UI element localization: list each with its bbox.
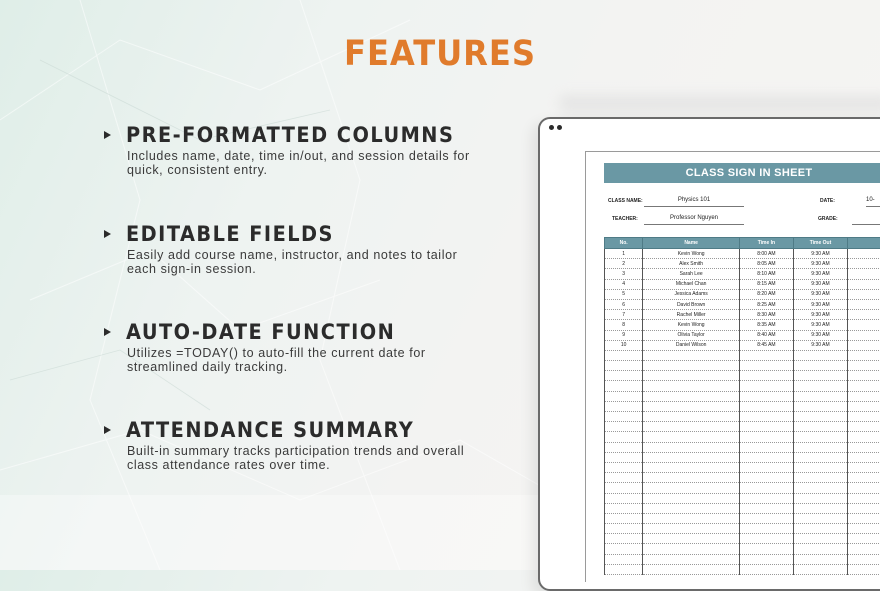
teacher-label: TEACHER: [612,216,638,222]
table-row [605,340,880,350]
cell-no [605,442,643,452]
feature-title: AUTO-DATE FUNCTION [126,320,395,344]
table-row [605,564,880,574]
table-row [605,371,880,381]
cell-name: Olivia Taylor [643,330,740,340]
cell-name [643,412,740,422]
cell-time-out [793,462,847,472]
cell-name [643,462,740,472]
cell-name [643,422,740,432]
cell-no [605,422,643,432]
cell-time-out [793,483,847,493]
cell-time-out [793,401,847,411]
cell-extra [848,320,880,330]
cell-time-out [793,473,847,483]
cell-name [643,503,740,513]
cell-no: 2 [605,259,643,269]
cell-time-in [739,442,793,452]
cell-no: 7 [605,310,643,320]
cell-extra [848,279,880,289]
table-row [605,310,880,320]
cell-name [643,534,740,544]
table-row [605,249,880,259]
table-row [605,432,880,442]
cell-extra [848,289,880,299]
cell-name [643,381,740,391]
table-row [605,350,880,360]
cell-time-in [739,534,793,544]
cell-time-out: 9:30 AM [793,330,847,340]
cell-name [643,401,740,411]
column-header-name: Name [643,238,740,249]
table-row [605,483,880,493]
date-label: DATE: [820,198,835,204]
cell-no [605,503,643,513]
table-row [605,462,880,472]
cell-no: 1 [605,249,643,259]
cell-name [643,513,740,523]
cell-time-out [793,544,847,554]
cell-time-out [793,432,847,442]
bullet-arrow-icon [104,131,111,139]
cell-name [643,361,740,371]
grade-field [852,214,880,225]
cell-no: 6 [605,299,643,309]
table-row [605,534,880,544]
cell-name [643,432,740,442]
cell-time-in [739,564,793,574]
cell-time-out [793,554,847,564]
cell-no [605,524,643,534]
table-row [605,503,880,513]
window-dot-icon [557,125,562,130]
table-row [605,422,880,432]
table-row [605,442,880,452]
cell-no [605,513,643,523]
cell-no [605,391,643,401]
sign-in-sheet-preview [585,151,880,582]
cell-time-in: 8:35 AM [739,320,793,330]
cell-time-out [793,350,847,360]
bullet-arrow-icon [104,230,111,238]
cell-time-in [739,483,793,493]
cell-no: 5 [605,289,643,299]
cell-time-in: 8:05 AM [739,259,793,269]
cell-extra [848,381,880,391]
cell-no [605,493,643,503]
cell-extra [848,483,880,493]
cell-name: Michael Chan [643,279,740,289]
cell-time-in [739,493,793,503]
window-dot-icon [549,125,554,130]
cell-no [605,381,643,391]
cell-extra [848,269,880,279]
cell-no: 9 [605,330,643,340]
cell-time-out: 9:30 AM [793,310,847,320]
feature-description: Utilizes =TODAY() to auto-fill the current date for streamlined daily tracking. [127,346,472,374]
cell-no [605,401,643,411]
table-row [605,401,880,411]
cell-time-out [793,442,847,452]
cell-extra [848,422,880,432]
cell-no [605,554,643,564]
feature-preformatted-columns [104,123,484,177]
cell-time-in [739,391,793,401]
cell-name [643,524,740,534]
cell-extra [848,391,880,401]
cell-no [605,371,643,381]
cell-no [605,534,643,544]
cell-time-in [739,544,793,554]
cell-no: 8 [605,320,643,330]
feature-auto-date-function [104,320,484,374]
table-row [605,493,880,503]
cell-extra [848,452,880,462]
cell-time-out [793,361,847,371]
table-row [605,299,880,309]
class-name-field: Physics 101 [644,196,744,207]
cell-name [643,391,740,401]
cell-time-in [739,524,793,534]
cell-time-out [793,564,847,574]
table-row [605,361,880,371]
table-row [605,544,880,554]
column-header-time-in: Time In [739,238,793,249]
cell-time-out [793,381,847,391]
cell-time-out [793,493,847,503]
cell-no [605,412,643,422]
cell-time-in: 8:10 AM [739,269,793,279]
bullet-arrow-icon [104,426,111,434]
cell-time-out: 9:30 AM [793,340,847,350]
cell-name [643,371,740,381]
cell-name: Alex Smith [643,259,740,269]
cell-no: 4 [605,279,643,289]
sheet-title: CLASS SIGN IN SHEET [604,163,880,183]
cell-time-in: 8:40 AM [739,330,793,340]
cell-extra [848,544,880,554]
table-row [605,381,880,391]
table-row [605,259,880,269]
table-row [605,473,880,483]
cell-no [605,483,643,493]
table-row [605,554,880,564]
cell-time-in [739,432,793,442]
feature-title: ATTENDANCE SUMMARY [126,418,414,442]
cell-extra [848,554,880,564]
cell-no [605,564,643,574]
feature-title: EDITABLE FIELDS [126,222,334,246]
cell-time-out [793,452,847,462]
table-header-row [605,238,880,249]
cell-no [605,544,643,554]
table-row [605,279,880,289]
cell-extra [848,503,880,513]
cell-name [643,442,740,452]
cell-name [643,564,740,574]
feature-editable-fields [104,222,484,276]
cell-name: Kevin Wong [643,320,740,330]
cell-time-in [739,452,793,462]
cell-time-in [739,513,793,523]
column-header-extra [848,238,880,249]
cell-time-in [739,554,793,564]
date-field: 10- [866,196,880,207]
cell-time-out: 9:30 AM [793,249,847,259]
cell-extra [848,361,880,371]
table-row [605,412,880,422]
cell-time-out: 9:30 AM [793,299,847,309]
bullet-arrow-icon [104,328,111,336]
feature-attendance-summary [104,418,484,472]
feature-description: Easily add course name, instructor, and notes to tailor each sign-in session. [127,248,472,276]
cell-extra [848,299,880,309]
cell-time-in: 8:15 AM [739,279,793,289]
cell-time-in [739,381,793,391]
cell-time-out [793,412,847,422]
cell-time-in [739,401,793,411]
cell-time-in [739,462,793,472]
cell-time-in [739,503,793,513]
cell-extra [848,564,880,574]
cell-name [643,554,740,564]
cell-time-in: 8:45 AM [739,340,793,350]
cell-extra [848,371,880,381]
cell-extra [848,524,880,534]
table-row [605,513,880,523]
cell-time-in [739,361,793,371]
cell-time-in [739,412,793,422]
attendance-table [604,237,880,575]
column-header-no: No. [605,238,643,249]
cell-no [605,452,643,462]
class-name-label: CLASS NAME: [608,198,643,204]
cell-name [643,493,740,503]
cell-time-in: 8:30 AM [739,310,793,320]
cell-name [643,544,740,554]
cell-time-out [793,371,847,381]
cell-no [605,432,643,442]
cell-extra [848,330,880,340]
cell-name: Daniel Wilson [643,340,740,350]
grade-label: GRADE: [818,216,838,222]
cell-name [643,483,740,493]
cell-name [643,473,740,483]
cell-no: 10 [605,340,643,350]
cell-time-out [793,503,847,513]
page-title: FEATURES [35,34,845,74]
teacher-field: Professor Nguyen [644,214,744,225]
cell-time-in: 8:00 AM [739,249,793,259]
cell-time-out [793,513,847,523]
cell-extra [848,432,880,442]
cell-time-in [739,473,793,483]
table-row [605,269,880,279]
cell-time-in: 8:20 AM [739,289,793,299]
feature-description: Built-in summary tracks participation trends and overall class attendance rates over time. [127,444,472,472]
cell-time-out: 9:30 AM [793,279,847,289]
table-row [605,289,880,299]
table-row [605,330,880,340]
column-header-time-out: Time Out [793,238,847,249]
cell-no: 3 [605,269,643,279]
cell-no [605,473,643,483]
cell-time-out [793,422,847,432]
cell-time-out [793,524,847,534]
cell-extra [848,350,880,360]
table-row [605,524,880,534]
cell-extra [848,473,880,483]
table-row [605,452,880,462]
cell-extra [848,534,880,544]
cell-extra [848,340,880,350]
cell-name [643,350,740,360]
cell-time-out [793,391,847,401]
cell-name: Jessica Adams [643,289,740,299]
table-row [605,320,880,330]
cell-time-out [793,534,847,544]
feature-title: PRE-FORMATTED COLUMNS [126,123,454,147]
cell-extra [848,412,880,422]
cell-no [605,361,643,371]
cell-no [605,462,643,472]
cell-extra [848,310,880,320]
feature-description: Includes name, date, time in/out, and session details for quick, consistent entry. [127,149,472,177]
cell-name: Rachel Miller [643,310,740,320]
cell-name: David Brown [643,299,740,309]
cell-name [643,452,740,462]
cell-extra [848,462,880,472]
cell-time-out: 9:30 AM [793,289,847,299]
table-row [605,391,880,401]
cell-no [605,350,643,360]
cell-name: Kevin Wong [643,249,740,259]
cell-extra [848,259,880,269]
cell-time-out: 9:30 AM [793,259,847,269]
cell-extra [848,249,880,259]
cell-time-out: 9:30 AM [793,320,847,330]
cell-time-in [739,350,793,360]
cell-time-in: 8:25 AM [739,299,793,309]
cell-time-in [739,422,793,432]
cell-extra [848,513,880,523]
cell-extra [848,442,880,452]
cell-time-out: 9:30 AM [793,269,847,279]
cell-extra [848,493,880,503]
cell-name: Sarah Lee [643,269,740,279]
cell-time-in [739,371,793,381]
cell-extra [848,401,880,411]
